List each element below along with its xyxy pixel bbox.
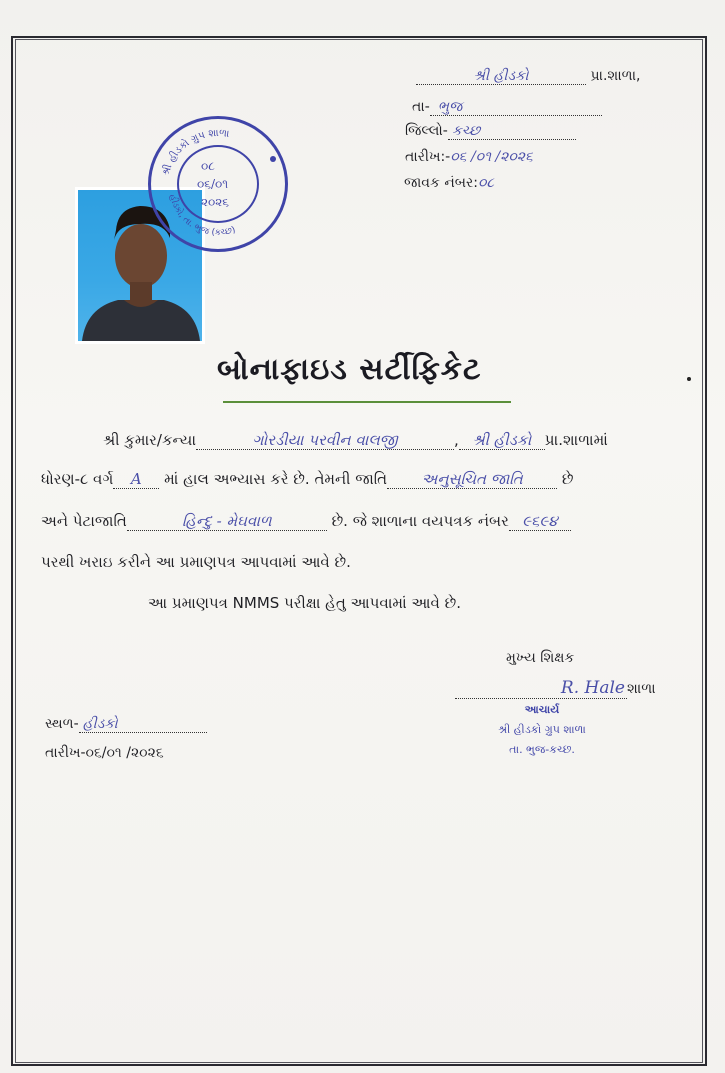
place-label: સ્થળ- [45, 716, 79, 732]
header-date-label: તારીખ:- [405, 149, 451, 165]
place-line [45, 716, 207, 733]
place-date-value: ૦૬/૦૧ /૨૦૨૬ [85, 745, 164, 761]
signature-school-word: શાળા [627, 681, 656, 697]
stamp-center-date: ૦૬/૦૧ [197, 177, 229, 191]
header-date-hand: ૦૬ /૦૧ /૨૦૨૬ [450, 149, 533, 165]
body-line-1: શ્રી કુમાર/કન્યા ગોરડીયા પરવીન વાલજી , શ્રી હીડકો પ્રા.શાળામાં [103, 431, 608, 449]
school-round-stamp [148, 116, 288, 252]
body-line-2 [41, 470, 573, 489]
place-hand: હીડકો [79, 716, 207, 733]
district-line [405, 123, 576, 140]
school-name-hand: શ્રી હીડકો [416, 68, 586, 85]
signature-hand: R. Hale [455, 678, 627, 699]
body-line-3 [41, 512, 571, 531]
division-hand: A [113, 470, 159, 489]
signature-role: મુખ્ય શિક્ષક [506, 650, 575, 666]
line2-c: છે [561, 470, 574, 488]
principal-stamp [472, 700, 612, 760]
line1-prefix: શ્રી કુમાર/કન્યા [103, 431, 197, 449]
outward-label: જાવક નંબર: [404, 175, 478, 191]
register-hand: ૯૬૯૪ [509, 512, 571, 531]
place-date-label: તારીખ- [45, 745, 86, 761]
line1-school-hand: શ્રી હીડકો [459, 431, 545, 450]
line3-a: અને પેટાજાતિ [41, 512, 127, 530]
principal-stamp-line2: શ્રી હીડકો ગ્રુપ શાળા [498, 723, 586, 736]
taluka-line [412, 99, 602, 116]
line3-b: છે. જે શાળાના વયપત્રક નંબર [331, 512, 509, 530]
stamp-center-year: ૨૦૨૬ [201, 195, 230, 209]
line2-b: માં હાલ અભ્યાસ કરે છે. તેમની જાતિ [164, 470, 388, 488]
outward-hand: ૦૮ [478, 175, 495, 191]
ink-speck [687, 377, 691, 381]
school-suffix: પ્રા.શાળા, [590, 68, 641, 84]
taluka-hand: ભુજ [430, 99, 602, 116]
caste-hand: અનુસૂચિત જાતિ [387, 470, 557, 489]
subcaste-hand: હિન્દુ - મેઘવાળ [127, 512, 327, 531]
district-label: જિલ્લો- [405, 123, 448, 139]
line2-a: ધોરણ-૮ વર્ગ [41, 470, 114, 488]
principal-stamp-line3: તા. ભુજ-કચ્છ. [509, 743, 575, 756]
school-line [416, 68, 640, 85]
student-name-hand: ગોરડીયા પરવીન વાલજી [196, 431, 454, 450]
taluka-label: તા- [412, 99, 430, 115]
principal-stamp-line1: આચાર્ય [524, 703, 560, 716]
place-date-line [45, 745, 164, 761]
certificate-title: બોનાફાઇડ સર્ટીફિકેટ [217, 352, 482, 387]
body-line-5: આ પ્રમાણપત્ર NMMS પરીક્ષા હેતુ આપવામાં આવે છે. [148, 594, 461, 612]
stamp-ring-text: શ્રી હીડકો ગ્રુપ શાળા [160, 127, 230, 177]
signature-line [455, 678, 656, 699]
stamp-center [177, 145, 259, 223]
line1-suffix: પ્રા.શાળામાં [544, 431, 608, 449]
district-hand: કચ્છ [448, 123, 576, 140]
stamp-bottom-text: હીડકો, તા. ભુજ (કચ્છ) [167, 193, 237, 239]
title-underline [223, 401, 511, 403]
body-line-4: પરથી ખરાઇ કરીને આ પ્રમાણપત્ર આપવામાં આવે છે. [41, 553, 351, 571]
outward-line [404, 175, 494, 191]
header-date-line [405, 149, 533, 165]
stamp-center-no: ૦૮ [201, 159, 215, 173]
